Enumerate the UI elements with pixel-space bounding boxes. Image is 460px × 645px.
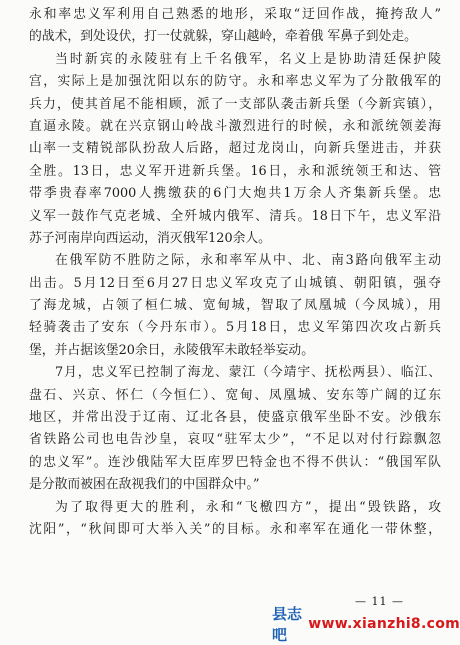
text-line: 的战术，到处设伏，打一仗就躲，穿山越岭，牵着俄 军鼻子到处走。 <box>29 29 417 45</box>
text-line: 义军一鼓作气克老城、全歼城内俄军、清兵。18日下午，忠义军沿 <box>29 208 441 224</box>
text-line: 为了取得更大的胜利，永和“飞檄四方”，提出“毁铁路，攻 <box>55 499 441 515</box>
text-line: 是分散而被困在敌视我们的中国群众中。” <box>29 477 260 493</box>
text-line: 轻骑袭击了安东（今丹东市）。5月18日，忠义军第四次攻占新兵 <box>29 320 441 336</box>
text-line: 苏子河南岸向西运动，消灭俄军120余人。 <box>29 230 271 246</box>
text-line: 的忠义军”。连沙俄陆军大臣库罗巴特金也不得不供认：“俄国军队 <box>29 454 441 470</box>
text-line: 兵力，使其首尾不能相顾，派了一支部队袭击新兵堡（今新宾镇）， <box>29 96 441 112</box>
text-line: 盘石、兴京、怀仁（今恒仁）、宽甸、凤凰城、安东等广阔的辽东 <box>29 387 441 403</box>
text-line: 地区，并常出没于辽南、辽北各县，使盛京俄军坐卧不安。沙俄东 <box>29 410 441 426</box>
text-line: 堡，并占据该堡20余日，永陵俄军未敢轻举妄动。 <box>29 342 315 358</box>
text-line: 全胜。13日，忠义军开进新兵堡。16日，永和派统领王和达、管 <box>29 163 441 179</box>
text-line: 7月，忠义军已控制了海龙、蒙江（今靖宇、抚松两县）、临江、 <box>55 365 441 381</box>
text-line: 山率一支精锐部队扮敌人后路，超过龙岗山，向新兵堡进击，并获 <box>29 141 441 157</box>
document-body <box>29 4 441 541</box>
text-line: 永和率忠义军利用自己熟悉的地形，采取“迂回作战，掩挎敌人” <box>29 7 441 22</box>
text-line: 在俄军防不胜防之际，永和率军从中、北、南3路向俄军主动 <box>55 253 441 269</box>
page-number: — 11 — <box>355 595 404 608</box>
text-line: 宫，实际上是加强沈阳以东的防守。永和率忠义军为了分散俄军的 <box>29 74 441 90</box>
watermark-url: www.xianzhi8.com <box>308 615 460 632</box>
text-line: 了海龙城，占领了桓仁城、宽甸城，智取了凤凰城（今凤城），用 <box>29 298 441 314</box>
text-line: 当时新宾的永陵驻有上千名俄军，名义上是协助清廷保护陵 <box>55 51 441 67</box>
watermark-name: 县志吧 <box>272 604 303 644</box>
text-line: 出击。5月12日至6月27日忠义军攻克了山城镇、朝阳镇，强夺 <box>29 275 441 291</box>
text-line: 沈阳”，“秋间即可大举入关”的目标。永和率军在通化一带休整， <box>29 521 441 537</box>
watermark <box>272 604 460 644</box>
text-line: 带季贵春率7000人携缴获的6门大炮共1万余人齐集新兵堡。忠 <box>29 186 441 202</box>
text-line: 直逼永陵。就在兴京钢山岭战斗激烈进行的时候，永和派统领姜海 <box>29 118 441 134</box>
text-line: 省铁路公司也电告沙皇，哀叹“驻军太少”，“不足以对付行踪飘忽 <box>29 432 441 448</box>
